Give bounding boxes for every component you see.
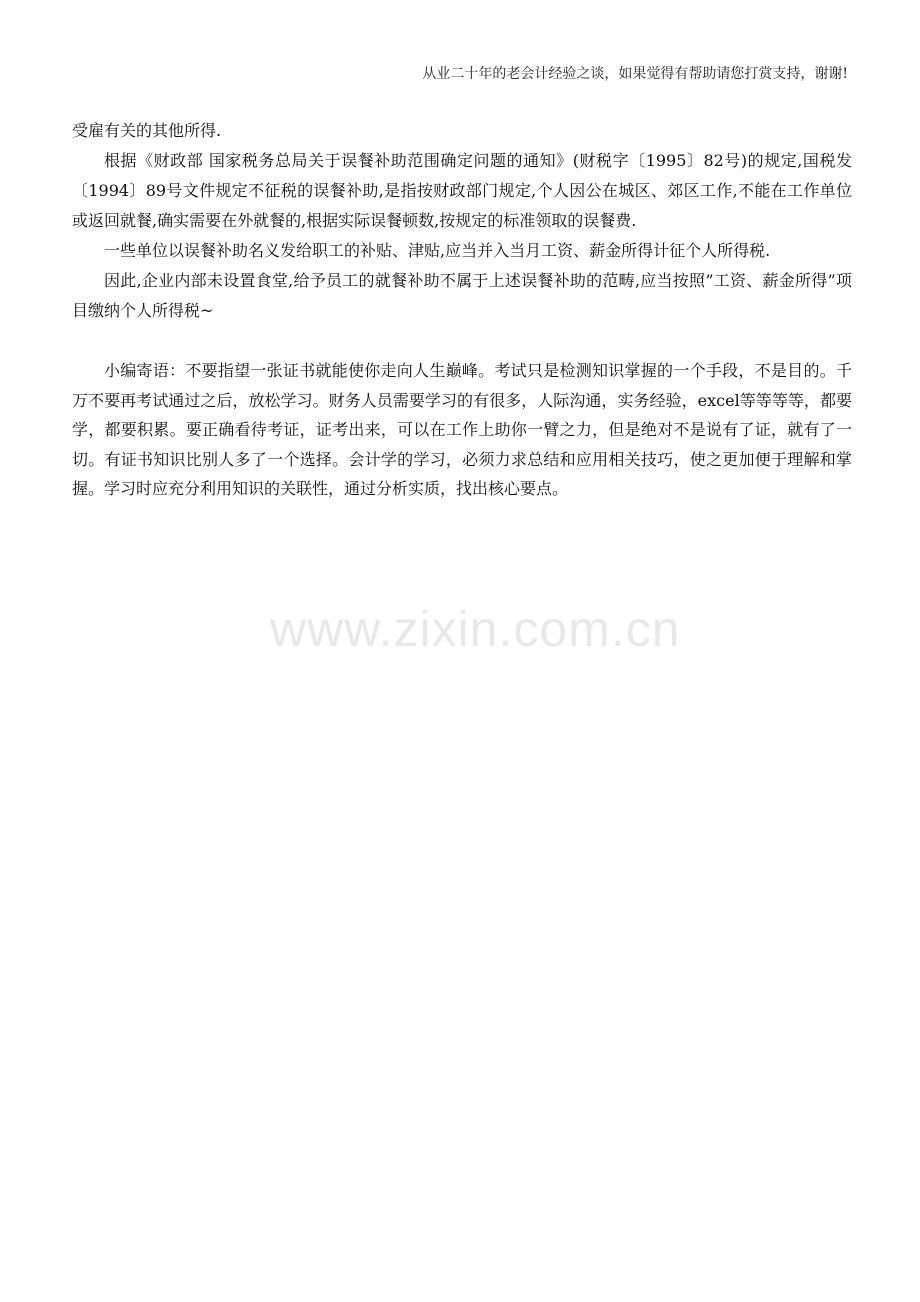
- editor-note: 小编寄语：不要指望一张证书就能使你走向人生巅峰。考试只是检测知识掌握的一个手段，不是目的。千万不要再考试通过之后，放松学习。财务人员需要学习的有很多，人际沟通，实务经验，excel等等等等，都要学，都要积累。要正确看待考证，证考出来，可以在工作上助你一臂之力，但是绝对不是说有了证，就有了一切。有证书知识比别人多了一个选择。会计学的学习，必须力求总结和应用相关技巧，使之更加便于理解和掌握。学习时应充分利用知识的关联性，通过分析实质，找出核心要点。: [72, 361, 852, 498]
- header-note: 从业二十年的老会计经验之谈，如果觉得有帮助请您打赏支持，谢谢!: [422, 66, 848, 82]
- paragraph-continuation: 受雇有关的其他所得.: [72, 121, 222, 140]
- document-body: [72, 116, 852, 504]
- watermark-text: www.zixin.com.cn: [270, 601, 681, 657]
- paragraph-conclusion: 因此,企业内部未设置食堂,给予员工的就餐补助不属于上述误餐补助的范畴,应当按照”工资、薪金所得”项目缴纳个人所得税~: [72, 271, 852, 320]
- paragraph-allowance: 一些单位以误餐补助名义发给职工的补贴、津贴,应当并入当月工资、薪金所得计征个人所得税.: [104, 241, 771, 260]
- spacer: [72, 326, 852, 356]
- paragraph-regulation: 根据《财政部 国家税务总局关于误餐补助范围确定问题的通知》(财税字〔1995〕82号)的规定,国税发〔1994〕89号文件规定不征税的误餐补助,是指按财政部门规定,个人因公在城区、郊区工作,不能在工作单位或返回就餐,确实需要在外就餐的,根据实际误餐顿数,按规定的标准领取的误餐费.: [72, 151, 852, 230]
